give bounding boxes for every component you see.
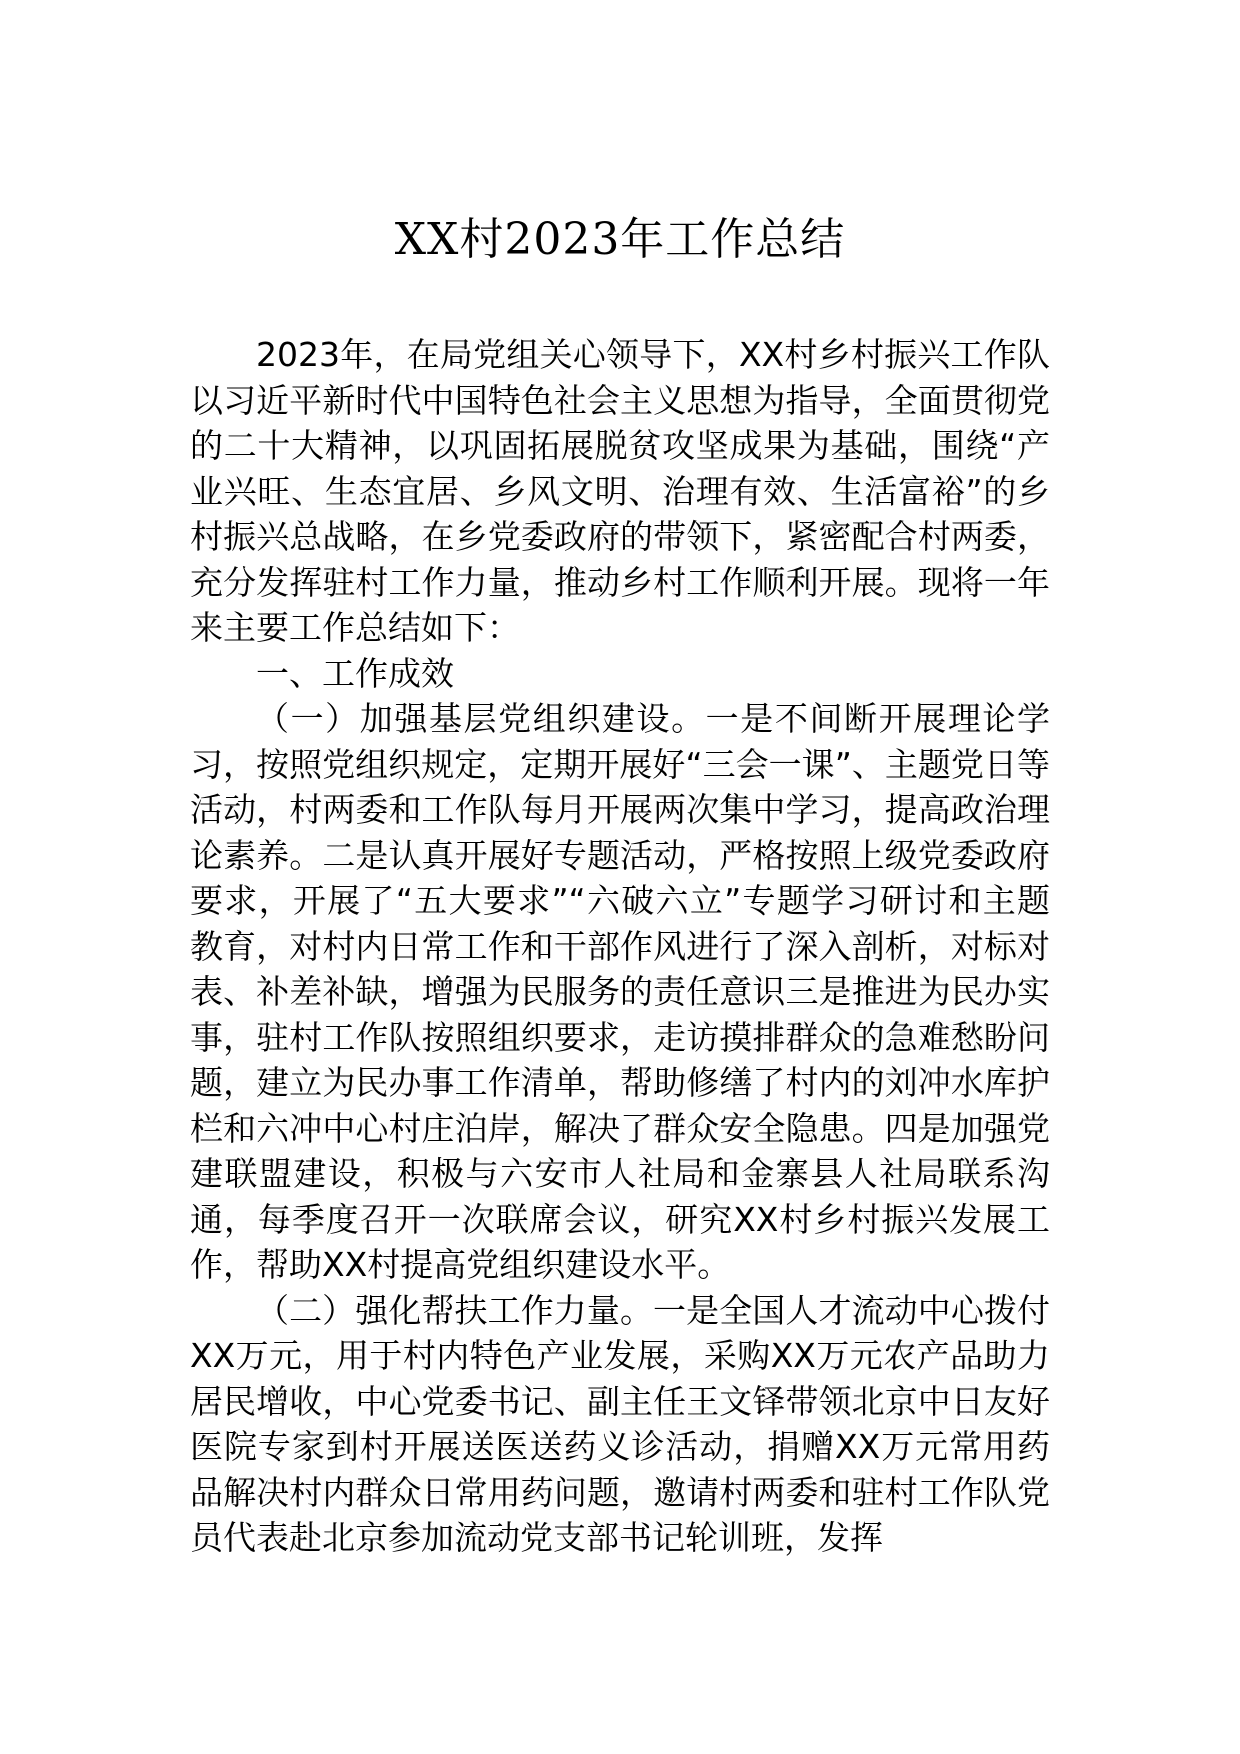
paragraph-party-building: （一）加强基层党组织建设。一是不间断开展理论学习，按照党组织规定，定期开展好“三会一课”、主题党日等活动，村两委和工作队每月开展两次集中学习，提高政治理论素养。二是认真开展好专题活动，严格按照上级党委政府要求，开展了“五大要求”“六破六立”专题学习研讨和主题教育，对村内日常工作和干部作风进行了深入剖析，对标对表、补差补缺，增强为民服务的责任意识三是推进为民办实事，驻村工作队按照组织要求，走访摸排群众的急难愁盼问题，建立为民办事工作清单，帮助修缮了村内的刘冲水库护栏和六冲中心村庄泊岸，解决了群众安全隐患。四是加强党建联盟建设，积极与六安市人社局和金寨县人社局联系沟通，每季度召开一次联席会议，研究XX村乡村振兴发展工作，帮助XX村提高党组织建设水平。 <box>190 699 1050 1284</box>
paragraph-assistance: （二）强化帮扶工作力量。一是全国人才流动中心拨付XX万元，用于村内特色产业发展，采购XX万元农产品助力居民增收，中心党委书记、副主任王文铎带领北京中日友好医院专家到村开展送医送药义诊活动，捐赠XX万元常用药品解决村内群众日常用药问题，邀请村两委和驻村工作队党员代表赴北京参加流动党支部书记轮训班，发挥 <box>190 1290 1050 1557</box>
intro-paragraph: 2023年，在局党组关心领导下，XX村乡村振兴工作队以习近平新时代中国特色社会主义思想为指导，全面贯彻党的二十大精神，以巩固拓展脱贫攻坚成果为基础，围绕“产业兴旺、生态宜居、乡风文明、治理有效、生活富裕”的乡村振兴总战略，在乡党委政府的带领下，紧密配合村两委，充分发挥驻村工作力量，推动乡村工作顺利开展。现将一年来主要工作总结如下： <box>190 335 1050 647</box>
document-body <box>190 332 1050 1561</box>
document-title: XX村2023年工作总结 <box>394 214 846 265</box>
section-heading-achievements: 一、工作成效 <box>256 653 454 693</box>
